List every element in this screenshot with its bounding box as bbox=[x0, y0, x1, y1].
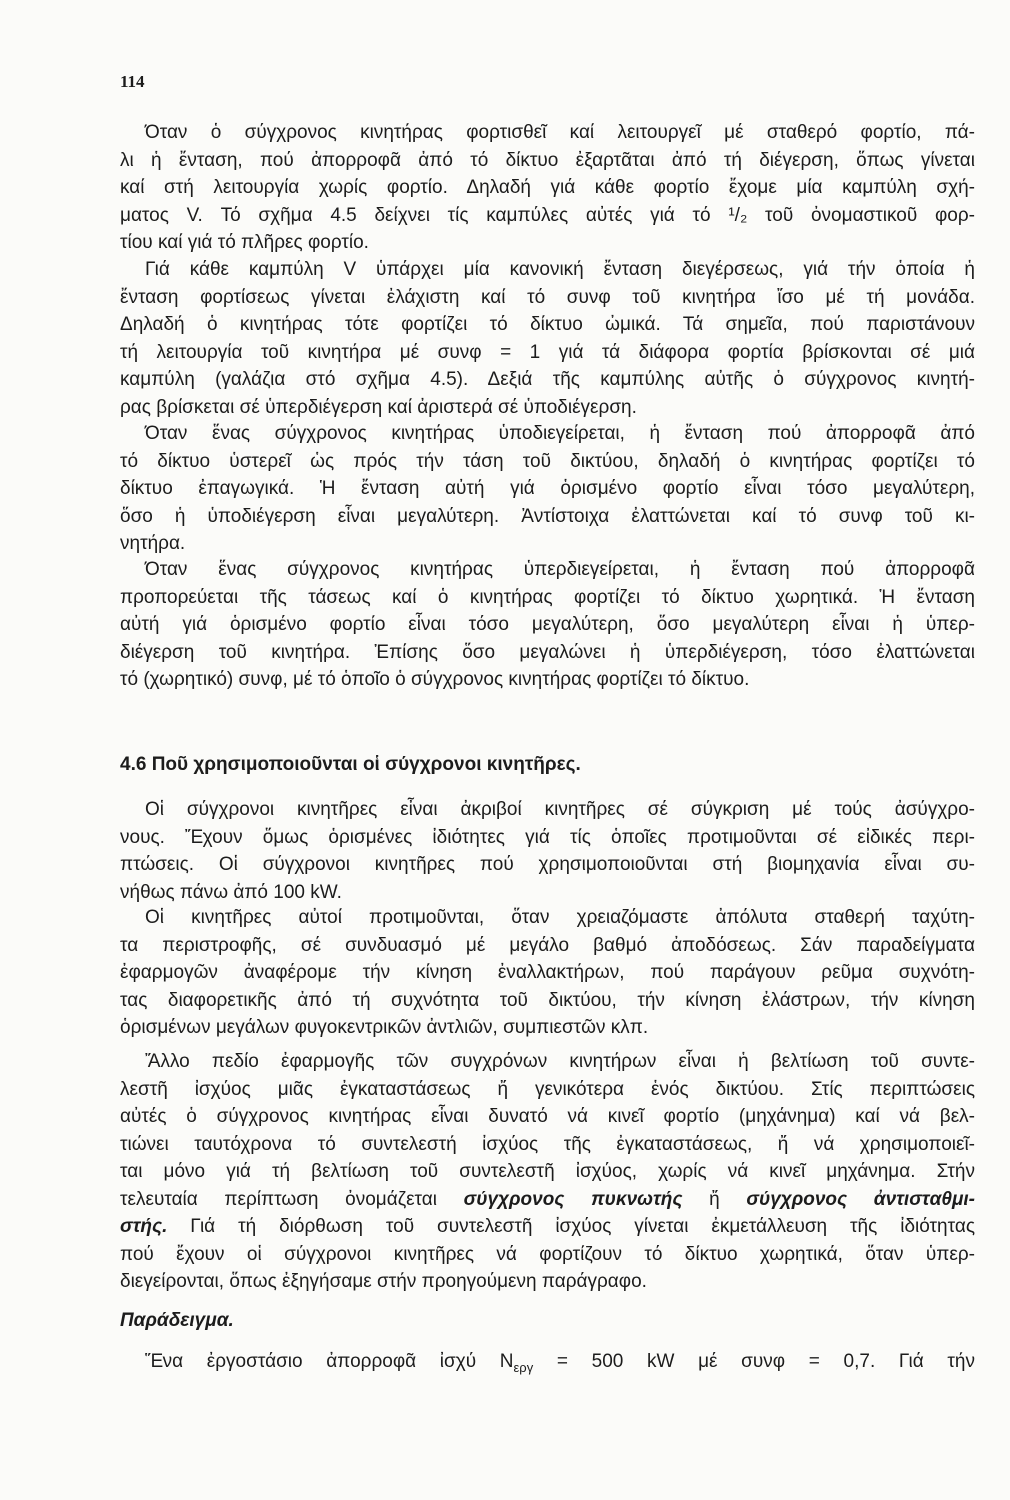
text-line: ὁρισμένων μεγάλων φυγοκεντρικῶν ἀντλιῶν, συμπιεστῶν κλπ. bbox=[120, 1017, 649, 1038]
text-line: πτώσεις. Οἱ σύγχρονοι κινητῆρες πού χρησιμοποιοῦνται στή βιομηχανία εἶναι συ- bbox=[120, 854, 975, 875]
example-paragraph bbox=[120, 1348, 975, 1376]
text-segment: Ἕνα ἐργοστάσιο ἀπορροφᾶ ἰσχύ N bbox=[145, 1351, 514, 1372]
text-line bbox=[120, 1186, 975, 1214]
emphasized-term: στής. bbox=[120, 1216, 168, 1237]
text-line: ἔνταση φορτίσεως γίνεται ἐλάχιστη καί τό συνφ τοῦ κινητήρα ἴσο μέ τή μονάδα. bbox=[120, 286, 975, 308]
emphasized-term: σύγχρονος ἀντισταθμι- bbox=[746, 1188, 976, 1210]
text-line: νους. Ἔχουν ὅμως ὁρισμένες ἰδιότητες γιά τίς ὁποῖες προτιμοῦνται σέ εἰδικές περι- bbox=[120, 826, 975, 848]
text-line bbox=[120, 1213, 975, 1241]
text-line: αὐτή γιά ὁρισμένο φορτίο εἶναι τόσο μεγαλύτερη, ὅσο μεγαλύτερη εἶναι ἡ ὑπερ- bbox=[120, 614, 975, 635]
paragraph bbox=[120, 1048, 975, 1296]
text-line: τίου καί γιά τό πλῆρες φορτίο. bbox=[120, 232, 369, 253]
text-line: τή λειτουργία τοῦ κινητήρα μέ συνφ = 1 γιά τά διάφορα φορτία βρίσκονται σέ μιά bbox=[120, 341, 975, 363]
text-line: λεστῆ ἰσχύος μιᾶς ἐγκαταστάσεως ἤ γενικότερα ἑνός δικτύου. Στίς περιπτώσεις bbox=[120, 1078, 975, 1100]
example-heading: Παράδειγμα. bbox=[120, 1310, 234, 1331]
text-line: ὅσο ἡ ὑποδιέγερση εἶναι μεγαλύτερη. Ἀντίστοιχα ἐλαττώνεται καί τό συνφ τοῦ κι- bbox=[120, 505, 975, 527]
text-line: ται μόνο γιά τή βελτίωση τοῦ συντελεστῆ ἰσχύος, χωρίς νά κινεῖ μηχάνημα. Στήν bbox=[120, 1161, 975, 1182]
text-line: λι ἡ ἔνταση, πού ἀπορροφᾶ ἀπό τό δίκτυο ἐξαρτᾶται ἀπό τή διέγερση, ὅπως γίνεται bbox=[120, 149, 975, 171]
text-line: ματος V. Τό σχῆμα 4.5 δείχνει τίς καμπύλες αὐτές γιά τό ¹/₂ τοῦ ὀνομαστικοῦ φορ- bbox=[120, 204, 975, 226]
text-line: καμπύλη (γαλάζια στό σχῆμα 4.5). Δεξιά τῆς καμπύλης αὐτῆς ὁ σύγχρονος κινητή- bbox=[120, 369, 975, 390]
text-segment: Γιά τή διόρθωση τοῦ συντελεστῆ ἰσχύος γίνεται ἐκμετάλλευση τῆς ἰδιότητας bbox=[167, 1216, 975, 1237]
text-line: καί στή λειτουργία χωρίς φορτίο. Δηλαδή γιά κάθε φορτίο ἔχομε μία καμπύλη σχή- bbox=[120, 177, 975, 198]
text-line: Οἱ κινητῆρες αὐτοί προτιμοῦνται, ὅταν χρειαζόμαστε ἀπόλυτα σταθερή ταχύτη- bbox=[145, 907, 975, 928]
text-line: τα περιστροφῆς, σέ συνδυασμό μέ μεγάλο βαθμό ἀποδόσεως. Σάν παραδείγματα bbox=[120, 934, 975, 956]
text-segment: = 500 kW μέ συνφ = 0,7. Γιά τήν bbox=[533, 1351, 975, 1372]
text-line: διεγείρονται, ὅπως ἐξηγήσαμε στήν προηγούμενη παράγραφο. bbox=[120, 1271, 647, 1292]
text-line: τό δίκτυο ὑστερεῖ ὡς πρός τήν τάση τοῦ δικτύου, δηλαδή ὁ κινητήρας φορτίζει τό bbox=[120, 450, 975, 472]
section-heading: 4.6 Ποῦ χρησιμοποιοῦνται οἱ σύγχρονοι κινητῆρες. bbox=[120, 754, 581, 775]
paragraph bbox=[120, 904, 975, 1042]
text-line: Όταν ἕνας σύγχρονος κινητήρας ὑποδιεγείρεται, ἡ ἔνταση πού ἀπορροφᾶ ἀπό bbox=[145, 423, 975, 444]
text-segment: τελευταία περίπτωση ὀνομάζεται bbox=[120, 1188, 464, 1210]
text-segment: ἤ bbox=[682, 1188, 747, 1210]
text-line: πού ἔχουν οἱ σύγχρονοι κινητῆρες νά φορτίζουν τό δίκτυο χωρητικά, ὅταν ὑπερ- bbox=[120, 1243, 975, 1265]
text-line: τας διαφορετικῆς ἀπό τή συχνότητα τοῦ δικτύου, τήν κίνηση ἐλάστρων, τήν κίνηση bbox=[120, 989, 975, 1011]
page-number: 114 bbox=[120, 72, 145, 91]
paragraph bbox=[120, 556, 975, 694]
subscript: εργ bbox=[513, 1359, 534, 1375]
text-line: δίκτυο ἐπαγωγικά. Ἡ ἔνταση αὐτή γιά ὁρισμένο φορτίο εἶναι τόσο μεγαλύτερη, bbox=[120, 478, 975, 499]
text-line: νητήρα. bbox=[120, 533, 186, 554]
text-line: διέγερση τοῦ κινητήρα. Ἐπίσης ὅσο μεγαλώνει ἡ ὑπερδιέγερση, τόσο ἐλαττώνεται bbox=[120, 641, 975, 663]
text-line: νήθως πάνω ἀπό 100 kW. bbox=[120, 881, 342, 903]
text-line: Οἱ σύγχρονοι κινητῆρες εἶναι ἀκριβοί κινητῆρες σέ σύγκριση μέ τούς ἀσύγχρο- bbox=[145, 799, 975, 820]
paragraph bbox=[120, 796, 975, 906]
text-line: Δηλαδή ὁ κινητήρας τότε φορτίζει τό δίκτυο ὠμικά. Τά σημεῖα, πού παριστάνουν bbox=[120, 314, 975, 335]
text-line: ρας βρίσκεται σέ ὑπερδιέγερση καί ἀριστερά σέ ὑποδιέγερση. bbox=[120, 396, 637, 418]
text-line: ἐφαρμογῶν ἀναφέρομε τήν κίνηση ἐναλλακτήρων, πού παράγουν ρεῦμα συχνότη- bbox=[120, 962, 975, 983]
text-line: τιώνει ταυτόχρονα τό συντελεστή ἰσχύος τῆς ἐγκαταστάσεως, ἤ νά χρησιμοποιεῖ- bbox=[120, 1133, 975, 1155]
paragraph bbox=[120, 420, 975, 558]
text-line: τό (χωρητικό) συνφ, μέ τό ὁποῖο ὁ σύγχρονος κινητήρας φορτίζει τό δίκτυο. bbox=[120, 669, 750, 690]
text-line: Γιά κάθε καμπύλη V ὑπάρχει μία κανονική ἔνταση διεγέρσεως, γιά τήν ὁποία ἡ bbox=[145, 259, 975, 280]
paragraph bbox=[120, 256, 975, 421]
text-line bbox=[120, 1348, 975, 1376]
text-line: προπορεύεται τῆς τάσεως καί ὁ κινητήρας φορτίζει τό δίκτυο χωρητικά. Ἡ ἔνταση bbox=[120, 586, 975, 608]
text-line: αὐτές ὁ σύγχρονος κινητήρας εἶναι δυνατό νά κινεῖ φορτίο (μηχάνημα) καί νά βελ- bbox=[120, 1106, 975, 1127]
paragraph bbox=[120, 119, 975, 257]
emphasized-term: σύγχρονος πυκνωτής bbox=[463, 1188, 683, 1210]
text-line: Όταν ἕνας σύγχρονος κινητήρας ὑπερδιεγείρεται, ἡ ἔνταση πού ἀπορροφᾶ bbox=[145, 559, 975, 580]
text-line: Ἄλλο πεδίο ἐφαρμογῆς τῶν συγχρόνων κινητήρων εἶναι ἡ βελτίωση τοῦ συντε- bbox=[145, 1051, 975, 1072]
text-line: Όταν ὁ σύγχρονος κινητήρας φορτισθεῖ καί λειτουργεῖ μέ σταθερό φορτίο, πά- bbox=[145, 122, 975, 143]
